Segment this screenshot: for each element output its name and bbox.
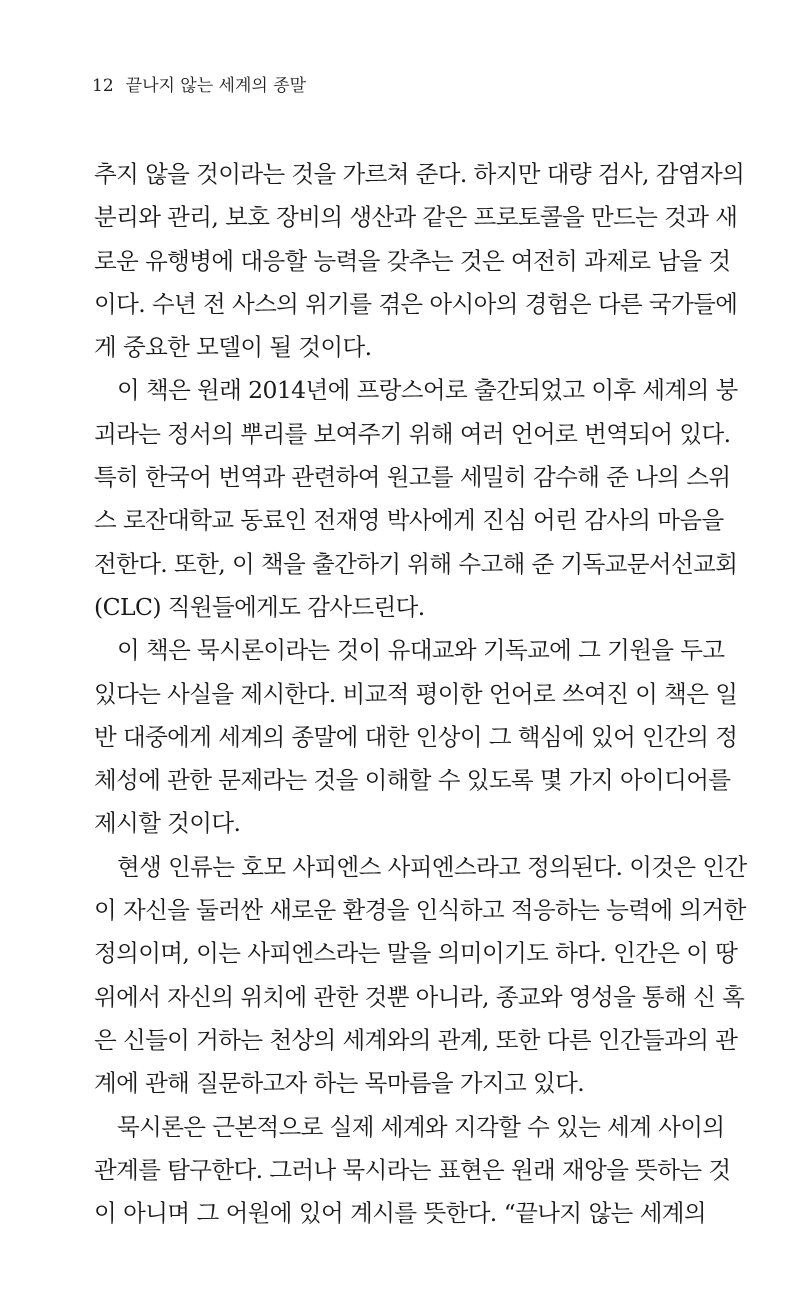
text-line: 스 로잔대학교 동료인 전재영 박사에게 진심 어린 감사의 마음을 [94,506,724,535]
text-line: 분리와 관리, 보호 장비의 생산과 같은 프로토콜을 만드는 것과 새 [94,203,738,232]
page-number: 12 [92,76,114,96]
text-line: 계에 관해 질문하고자 하는 목마름을 가지고 있다. [94,1069,585,1098]
text-line: 괴라는 정서의 뿌리를 보여주기 위해 여러 언어로 번역되어 있다. [94,419,731,448]
running-head-title: 끝나지 않는 세계의 종말 [125,76,307,96]
text-line: 특히 한국어 번역과 관련하여 원고를 세밀히 감수해 준 나의 스위 [94,463,731,492]
running-head [92,74,306,98]
text-line: 로운 유행병에 대응할 능력을 갖추는 것은 여전히 과제로 남을 것 [94,246,731,275]
text-line: 위에서 자신의 위치에 관한 것뿐 아니라, 종교와 영성을 통해 신 혹 [94,982,745,1011]
text-line: 묵시론은 근본적으로 실제 세계와 지각할 수 있는 세계 사이의 [117,1112,725,1141]
text-line: 은 신들이 거하는 천상의 세계와의 관계, 또한 다른 인간들과의 관 [94,1025,738,1054]
text-line: 이다. 수년 전 사스의 위기를 겪은 아시아의 경험은 다른 국가들에 [94,289,738,318]
text-line: 정의이며, 이는 사피엔스라는 말을 의미이기도 하다. 인간은 이 땅 [94,939,738,968]
text-line: 체성에 관한 문제라는 것을 이해할 수 있도록 몇 가지 아이디어를 [94,766,731,795]
body-text [94,153,747,1235]
text-line: 반 대중에게 세계의 종말에 대한 인상이 그 핵심에 있어 인간의 정 [94,722,738,751]
text-line: 게 중요한 모델이 될 것이다. [94,333,372,362]
text-line: 추지 않을 것이라는 것을 가르쳐 준다. 하지만 대량 검사, 감염자의 [94,160,745,188]
text-line: 관계를 탐구한다. 그러나 묵시라는 표현은 원래 재앙을 뜻하는 것 [94,1155,731,1184]
text-line: 이 책은 원래 2014년에 프랑스어로 출간되었고 이후 세계의 붕 [117,376,738,405]
text-line: 전한다. 또한, 이 책을 출간하기 위해 수고해 준 기독교문서선교회 [94,549,738,578]
text-line: 이 책은 묵시론이라는 것이 유대교와 기독교에 그 기원을 두고 [117,636,725,665]
text-line: 제시할 것이다. [94,809,241,838]
text-line: 현생 인류는 호모 사피엔스 사피엔스라고 정의된다. 이것은 인간 [117,852,747,881]
text-line: 이 아니며 그 어원에 있어 계시를 뜻한다. “끝나지 않는 세계의 [94,1199,706,1228]
text-line: (CLC) 직원들에게도 감사드린다. [94,592,425,621]
text-line: 이 자신을 둘러싼 새로운 환경을 인식하고 적응하는 능력에 의거한 [94,896,746,925]
text-line: 있다는 사실을 제시한다. 비교적 평이한 언어로 쓰여진 이 책은 일 [94,679,738,708]
